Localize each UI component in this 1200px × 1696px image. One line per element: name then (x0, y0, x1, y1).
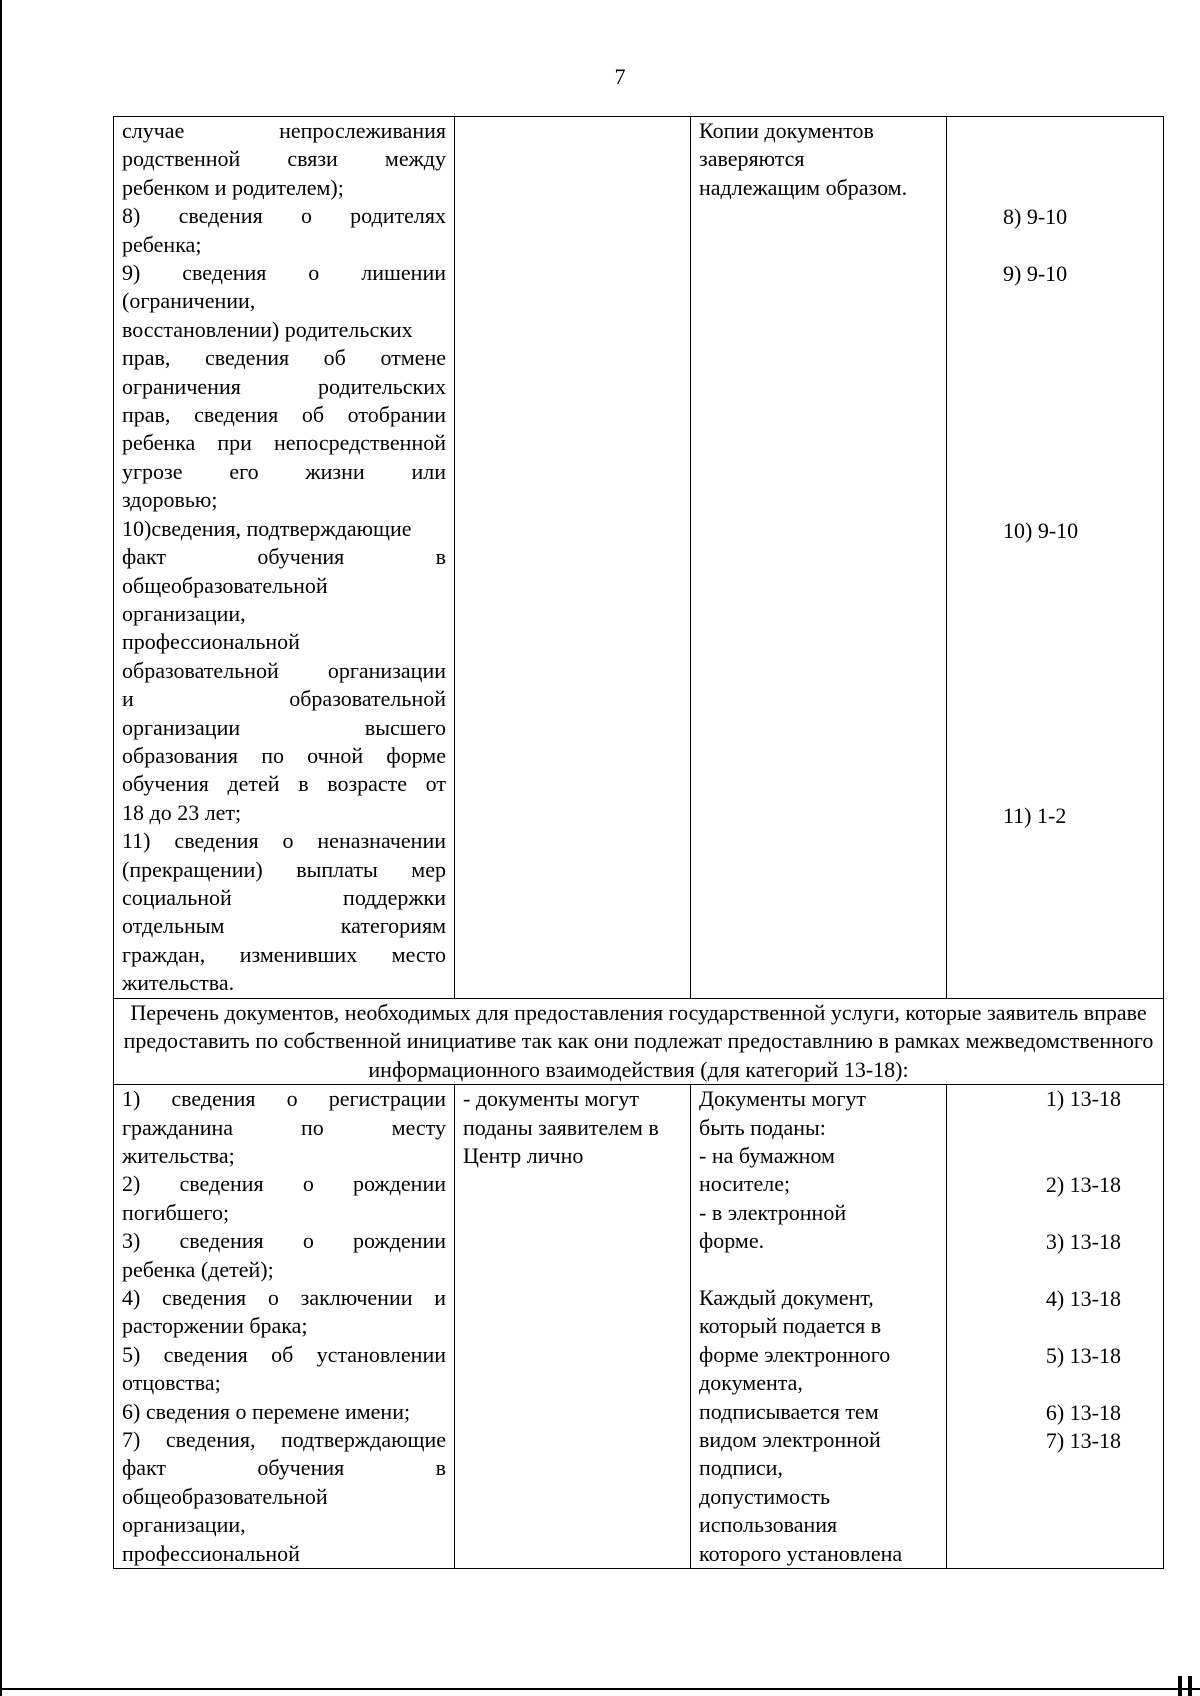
reference-item: 4) 13-18 (1045, 1286, 1121, 1312)
page-bottom-border (0, 1688, 1200, 1690)
bottom-row-col2 (455, 1085, 691, 1569)
text-line: факт обучения в (122, 544, 446, 570)
bottom-row-col3 (691, 1085, 947, 1569)
text-line: образовательной организации (122, 657, 446, 683)
bottom-row-col4 (947, 1085, 1164, 1569)
top-row-col4 (947, 117, 1164, 999)
page-left-border (0, 0, 2, 1696)
table-row (114, 117, 1164, 999)
text-line: использования (699, 1512, 838, 1538)
corner-mark (1178, 1676, 1182, 1696)
text-line: 2) сведения о рождении (122, 1171, 446, 1197)
text-line: и образовательной (122, 686, 446, 712)
reference-item: 9) 9-10 (1003, 261, 1068, 286)
text-line: жительства; (122, 1142, 235, 1168)
text-line: восстановлении) родительских (122, 316, 413, 342)
text-line: быть поданы: (699, 1114, 826, 1140)
text-line: гражданина по месту (122, 1114, 446, 1140)
text-line: прав, сведения об отобрании (122, 402, 446, 428)
text-line: профессиональной (122, 629, 300, 655)
text-line: поданы заявителем в (463, 1114, 659, 1140)
text-line: расторжении брака; (122, 1313, 308, 1339)
text-line: (ограничении, (122, 288, 256, 314)
text-line: носителе; (699, 1171, 791, 1197)
text-line: 9) сведения о лишении (122, 260, 446, 286)
text-line: организации, (122, 1512, 246, 1538)
text-line: - на бумажном (699, 1142, 835, 1168)
reference-item: 10) 9-10 (1003, 518, 1079, 543)
table-row (114, 998, 1164, 1085)
text-line: Центр лично (463, 1142, 584, 1168)
bottom-row-col1 (114, 1085, 455, 1569)
text-line: которого установлена (699, 1540, 903, 1566)
text-line: документа, (699, 1370, 803, 1396)
text-line: родственной связи между (122, 146, 446, 172)
reference-item: 3) 13-18 (1045, 1229, 1121, 1255)
text-line: форме. (699, 1228, 765, 1254)
text-line: ограничения родительских (122, 373, 446, 399)
text-line: общеобразовательной (122, 572, 328, 598)
text-line: - документы могут (463, 1086, 640, 1112)
reference-item: 7) 13-18 (1045, 1428, 1121, 1454)
text-line: ребенка при непосредственной (122, 430, 446, 456)
text-line: жительства. (122, 970, 235, 996)
text-line: профессиональной (122, 1540, 300, 1566)
reference-item: 8) 9-10 (1003, 204, 1068, 229)
text-line: отдельным категориям (122, 913, 446, 939)
page-number: 7 (614, 64, 626, 89)
text-line: 6) сведения о перемене имени; (122, 1398, 411, 1424)
section-header: Перечень документов, необходимых для предоставления государственной услуги, которые заявитель вправе предоставить по собственной инициативе так как они подлежат предоставлнию в рамках межведомственного информационного взаимодействия (для категорий 13-18): (114, 998, 1164, 1085)
text-line: 4) сведения о заключении и (122, 1284, 446, 1310)
text-line: образования по очной форме (122, 742, 446, 768)
documents-table (113, 116, 1164, 1569)
reference-item: 1) 13-18 (1045, 1086, 1121, 1112)
text-line: подписывается тем (699, 1398, 879, 1424)
text-line: организации, (122, 600, 246, 626)
text-line: 3) сведения о рождении (122, 1228, 446, 1254)
text-line: факт обучения в (122, 1455, 446, 1481)
text-line: прав, сведения об отмене (122, 345, 446, 371)
text-line: погибшего; (122, 1199, 230, 1225)
text-line: здоровью; (122, 487, 218, 513)
text-line: ребенка (детей); (122, 1256, 274, 1282)
text-line: отцовства; (122, 1370, 221, 1396)
text-line: ребенком и родителем); (122, 174, 344, 200)
text-line: 18 до 23 лет; (122, 799, 242, 825)
text-line: Каждый документ, (699, 1284, 874, 1310)
text-line: Копии документов (699, 118, 874, 143)
text-line: социальной поддержки (122, 884, 446, 910)
reference-item: 11) 1-2 (1003, 803, 1067, 828)
text-line: - в электронной (699, 1199, 847, 1225)
text-line: обучения детей в возрасте от (122, 771, 446, 797)
table-row (114, 1085, 1164, 1569)
text-line: угрозе его жизни или (122, 458, 446, 484)
text-line: 8) сведения о родителях (122, 203, 446, 229)
text-line: ребенка; (122, 231, 202, 257)
text-line: 5) сведения об установлении (122, 1341, 446, 1367)
text-line: подписи, (699, 1455, 783, 1481)
text-line: заверяются (699, 146, 805, 172)
text-line: видом электронной (699, 1426, 881, 1452)
text-line: форме электронного (699, 1341, 891, 1367)
text-line: случае непрослеживания (122, 118, 446, 143)
corner-mark (1188, 1676, 1192, 1696)
text-line: 1) сведения о регистрации (122, 1086, 446, 1112)
text-line: который подается в (699, 1313, 882, 1339)
text-line: Документы могут (699, 1086, 867, 1112)
text-line: (прекращении) выплаты мер (122, 856, 446, 882)
top-row-col2 (455, 117, 691, 999)
text-line: граждан, изменивших место (122, 941, 446, 967)
text-line: допустимость (699, 1483, 831, 1509)
text-line: 11) сведения о неназначении (122, 828, 446, 854)
text-line: надлежащим образом. (699, 174, 908, 200)
top-row-col1 (114, 117, 455, 999)
top-row-col3 (691, 117, 947, 999)
reference-item: 2) 13-18 (1045, 1172, 1121, 1198)
text-line: 10)сведения, подтверждающие (122, 515, 412, 541)
reference-item: 5) 13-18 (1045, 1343, 1121, 1369)
reference-item: 6) 13-18 (1045, 1400, 1121, 1426)
text-line: общеобразовательной (122, 1483, 328, 1509)
text-line: 7) сведения, подтверждающие (122, 1426, 446, 1452)
text-line: организации высшего (122, 714, 446, 740)
blank-line (699, 1256, 938, 1284)
